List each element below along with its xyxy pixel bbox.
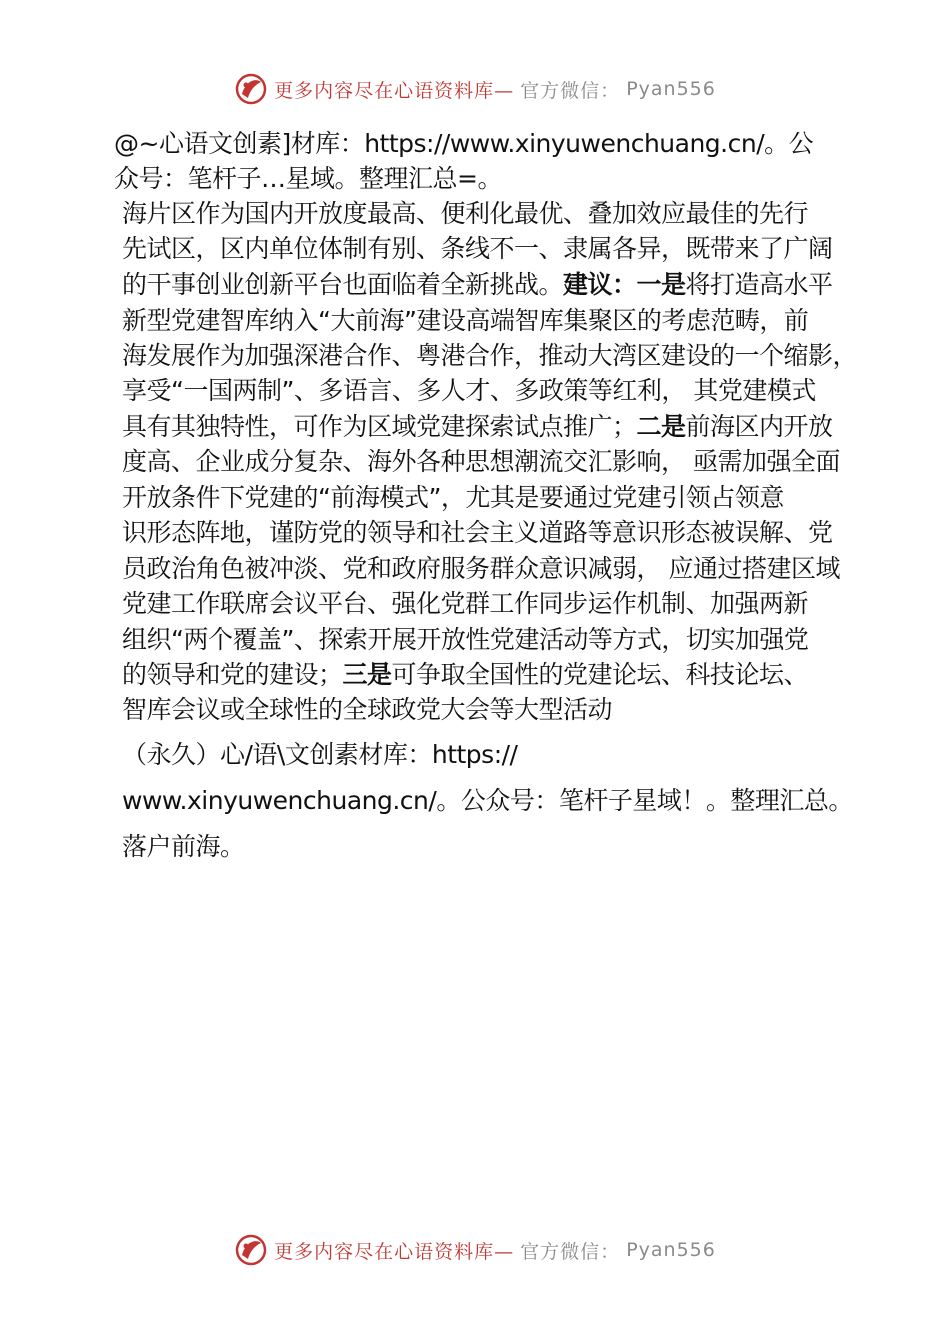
body-line: 智库会议或全球性的全球政党大会等大型活动: [122, 695, 613, 724]
banner-wechat-label: 官方微信：: [520, 79, 621, 102]
body-line: 享受“一国两制”、多语言、多人才、多政策等红利， 其党建模式: [122, 376, 816, 405]
body-line: 度高、企业成分复杂、海外各种思想潮流交汇影响， 亟需加强全面: [122, 447, 840, 476]
intro-line: @~心语文创素]材库：https://www.xinyuwenchuang.cn/。公: [114, 129, 814, 158]
body-line: 党建工作联席会议平台、强化党群工作同步运作机制、加强两新: [122, 589, 809, 618]
body-line: 开放条件下党建的“前海模式”，尤其是要通过党建引领占领意: [122, 483, 784, 512]
body-text: 的干事创业创新平台也面临着全新挑战。: [122, 270, 564, 299]
bold-keyword: 二是: [636, 412, 686, 441]
body-text: 前海区内开放: [685, 412, 833, 441]
header-banner: [0, 72, 950, 106]
banner-wechat-id: Pyan556: [626, 1239, 716, 1261]
body-line: 识形态阵地，谨防党的领导和社会主义道路等意识形态被误解、党: [122, 518, 833, 547]
footer-banner: [0, 1233, 950, 1267]
body-line: 海发展作为加强深港合作、粤港合作，推动大湾区建设的一个缩影，: [122, 341, 858, 370]
body-text: 将打造高水平: [685, 270, 833, 299]
banner-text: 更多内容尽在心语资料库—: [274, 79, 515, 102]
outro-line: www.xinyuwenchuang.cn/。公众号：笔杆子星域！。整理汇总。: [122, 786, 853, 815]
banner-text: 更多内容尽在心语资料库—: [274, 1240, 515, 1263]
body-line: [122, 267, 833, 302]
body-line: 员政治角色被冲淡、党和政府服务群众意识减弱， 应通过搭建区域: [122, 554, 840, 583]
intro-line: 众号：笔杆子…星域。整理汇总=。: [114, 164, 502, 193]
body-line: 组织“两个覆盖”、探索开展开放性党建活动等方式，切实加强党: [122, 625, 809, 654]
body-line: 新型党建智库纳入“大前海”建设高端智库集聚区的考虑范畴，前: [122, 306, 809, 335]
body-text: 的领导和党的建设；: [122, 660, 343, 689]
body-text: 可争取全国性的党建论坛、科技论坛、: [391, 660, 809, 689]
outro-line: 落户前海。: [122, 832, 245, 861]
body-line: [122, 657, 808, 692]
bold-keyword: 建议：一是: [563, 270, 686, 299]
logo-icon: [234, 72, 268, 106]
body-line: 海片区作为国内开放度最高、便利化最优、叠加效应最佳的先行: [122, 199, 809, 228]
logo-icon: [234, 1233, 268, 1267]
banner-wechat-id: Pyan556: [626, 78, 716, 100]
outro-line: （永久）心/语\文创素材库：https://: [122, 740, 518, 769]
body-line: [122, 409, 833, 444]
bold-keyword: 三是: [342, 660, 392, 689]
body-line: 先试区，区内单位体制有别、条线不一、隶属各异，既带来了广阔: [122, 234, 833, 263]
banner-wechat-label: 官方微信：: [520, 1240, 621, 1263]
body-text: 具有其独特性，可作为区域党建探索试点推广；: [122, 412, 637, 441]
